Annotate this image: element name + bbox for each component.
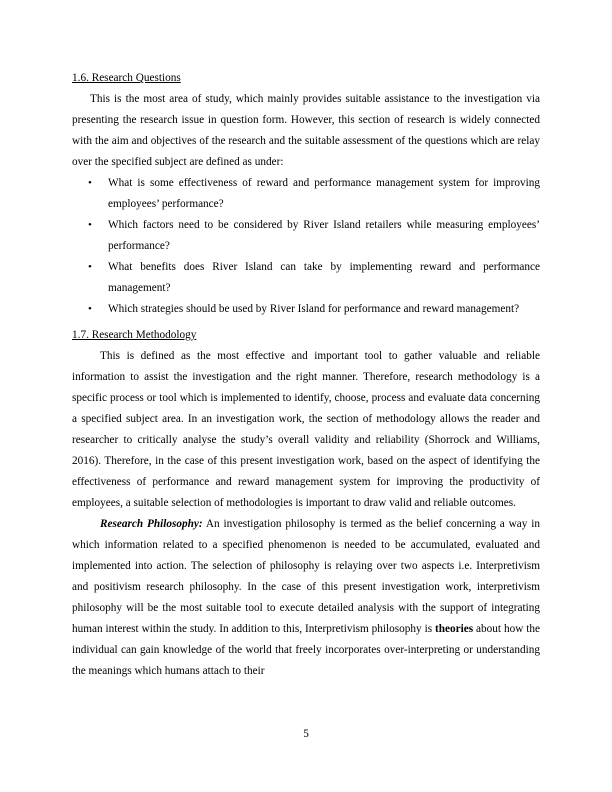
methodology-paragraph: This is defined as the most effective and important tool to gather valuable and reliable information to assist the investigation and the right manner. Therefore, research methodology is a specific process or tool which is implemented to identify, choose, process and evaluate data concerning a specified subject area. In an investigation work, the section of methodology allows the reader and researcher to critically analyse the study’s overall validity and reliability (Shorrock and Williams, 2016). Therefore, in the case of this present investigation work, based on the aspect of identifying the effectiveness of performance and reward management system for improving the productivity of employees, a suitable selection of methodologies is important to draw valid and reliable outcomes. (72, 350, 540, 509)
document-page (72, 68, 540, 682)
research-philosophy-label: Research Philosophy: (100, 518, 203, 530)
research-philosophy-bold-word: theories (435, 623, 474, 635)
bullet-icon: • (88, 303, 92, 315)
section-heading-research-methodology: 1.7. Research Methodology (72, 329, 197, 341)
question-text: Which strategies should be used by River Island for performance and reward management? (108, 303, 520, 315)
question-text: What is some effectiveness of reward and performance management system for improving employees’ performance? (108, 177, 540, 210)
list-item (72, 173, 540, 215)
section-heading-research-questions: 1.6. Research Questions (72, 72, 181, 84)
bullet-icon: • (88, 261, 92, 273)
research-philosophy-text-1: An investigation philosophy is termed as the belief concerning a way in which information related to a specified phenomenon is needed to be accumulated, evaluated and implemented into action. The selection of philosophy is relaying over two aspects i.e. Interpretivism and positivism research philosophy. In the case of this present investigation work, interpretivism philosophy will be the most suitable tool to execute detailed analysis with the support of integrating human interest within the study. In addition to this, Interpretivism philosophy is (72, 518, 540, 635)
bullet-icon: • (88, 219, 92, 231)
list-item (72, 299, 540, 320)
list-item (72, 257, 540, 299)
question-text: What benefits does River Island can take by implementing reward and performance management? (108, 261, 540, 294)
bullet-icon: • (88, 177, 92, 189)
research-questions-intro: This is the most area of study, which mainly provides suitable assistance to the investigation via presenting the research issue in question form. However, this section of research is widely connected with the aim and objectives of the research and the suitable assessment of the questions which are relay over the specified subject are defined as under: (72, 93, 540, 168)
research-philosophy-text-2: about how the individual can gain knowledge of the world that freely incorporates over-interpreting or understanding the meanings which humans attach to their (72, 623, 540, 677)
question-text: Which factors need to be considered by River Island retailers while measuring employees’ performance? (108, 219, 540, 252)
research-philosophy-paragraph (72, 514, 540, 682)
page-number: 5 (303, 728, 309, 740)
research-questions-list (72, 173, 540, 320)
list-item (72, 215, 540, 257)
